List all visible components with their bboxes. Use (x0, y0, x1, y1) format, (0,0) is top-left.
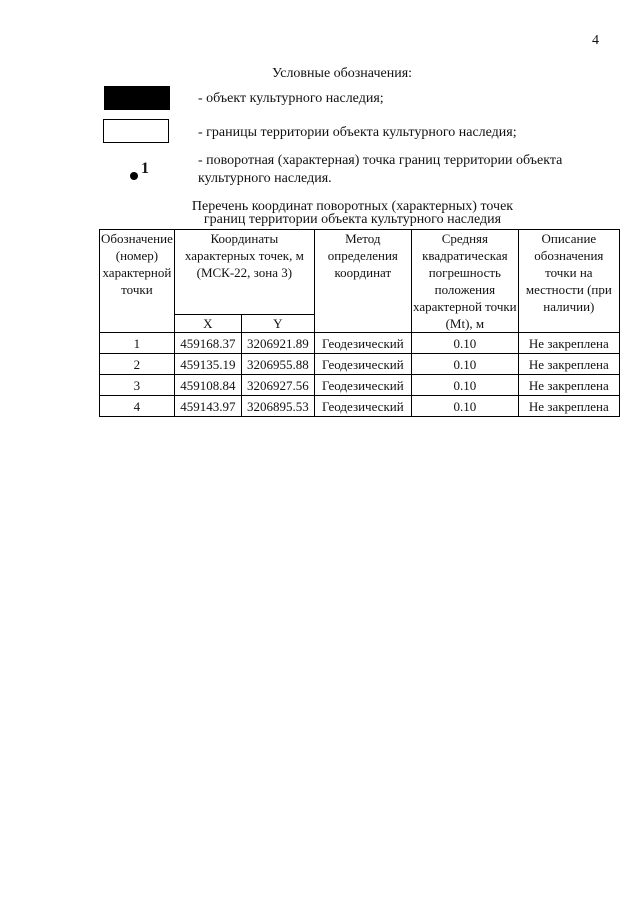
cell-number: 3 (100, 375, 175, 396)
cell-description: Не закреплена (518, 375, 619, 396)
table-caption-line-2: границ территории объекта культурного наследия (203, 212, 502, 227)
turning-point-label: 1 (141, 160, 149, 177)
cell-x: 459135.19 (174, 354, 241, 375)
legend-title: Условные обозначения: (272, 66, 413, 81)
cell-y: 3206927.56 (241, 375, 314, 396)
cell-description: Не закреплена (518, 354, 619, 375)
cell-error: 0.10 (411, 354, 518, 375)
cell-number: 4 (100, 396, 175, 417)
cell-y: 3206921.89 (241, 333, 314, 354)
legend-item-heritage-object: - объект культурного наследия; (198, 91, 384, 106)
header-y: Y (241, 315, 314, 333)
header-x: X (174, 315, 241, 333)
cell-y: 3206955.88 (241, 354, 314, 375)
coordinates-table (99, 229, 620, 417)
table-row (100, 375, 620, 396)
cell-error: 0.10 (411, 333, 518, 354)
header-point-number: Обозначение (номер) характерной точки (100, 230, 175, 333)
table-row (100, 333, 620, 354)
cell-x: 459168.37 (174, 333, 241, 354)
cell-number: 2 (100, 354, 175, 375)
cell-x: 459143.97 (174, 396, 241, 417)
cell-method: Геодезический (314, 375, 411, 396)
cell-y: 3206895.53 (241, 396, 314, 417)
turning-point-dot-icon (130, 172, 138, 180)
cell-method: Геодезический (314, 354, 411, 375)
legend-item-turning-point: - поворотная (характерная) точка границ территории объекта культурного наследия. (198, 153, 563, 186)
cell-method: Геодезический (314, 396, 411, 417)
header-method: Метод определения координат (314, 230, 411, 333)
table-caption-line-1: Перечень координат поворотных (характерных) точек (191, 199, 514, 214)
cell-description: Не закреплена (518, 396, 619, 417)
cell-error: 0.10 (411, 375, 518, 396)
legend-item-territory-boundary: - границы территории объекта культурного наследия; (198, 125, 517, 140)
header-coordinates: Координаты характерных точек, м (МСК-22, зона 3) (174, 230, 314, 315)
turning-point-symbol (130, 160, 149, 180)
territory-boundary-swatch (103, 119, 169, 143)
table-caption (100, 200, 605, 226)
cell-error: 0.10 (411, 396, 518, 417)
cell-description: Не закреплена (518, 333, 619, 354)
table-row (100, 354, 620, 375)
table-row (100, 396, 620, 417)
page-number: 4 (592, 33, 599, 48)
table-header-row (100, 230, 620, 315)
cell-x: 459108.84 (174, 375, 241, 396)
header-description: Описание обозначения точки на местности (при наличии) (518, 230, 619, 333)
cell-method: Геодезический (314, 333, 411, 354)
cultural-heritage-object-swatch (104, 86, 170, 110)
header-mean-error: Средняя квадратическая погрешность положения характерной точки (Mt), м (413, 231, 517, 331)
cell-number: 1 (100, 333, 175, 354)
